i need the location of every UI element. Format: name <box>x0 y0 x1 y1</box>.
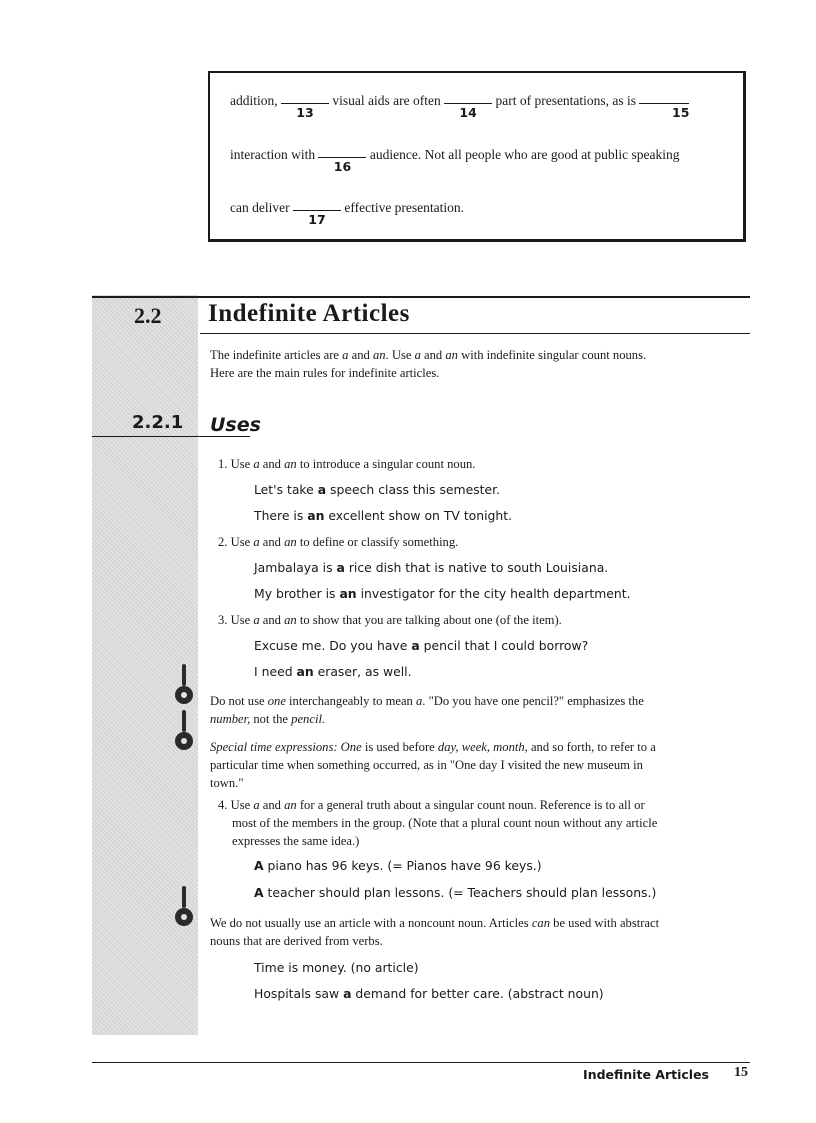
rule-text: Use <box>230 613 254 627</box>
example-article: an <box>339 586 357 601</box>
note-italic: can <box>531 916 550 930</box>
rule-a: a <box>253 798 260 812</box>
example-article: A <box>254 885 264 900</box>
subsection-number: 2.2.1 <box>132 412 184 433</box>
exercise-text: part of presentations, as is <box>495 93 637 108</box>
list-number: 3. <box>218 613 228 627</box>
note-text: be used with abstract <box>550 916 660 930</box>
rule-text: Use <box>230 798 254 812</box>
exercise-text: can deliver <box>230 200 290 215</box>
rule-text: and <box>259 798 285 812</box>
blank-number: 16 <box>333 159 352 174</box>
example-text: My brother is <box>254 586 340 601</box>
rule-text: for a general truth about a singular count noun. Reference is to all or <box>296 798 645 812</box>
footer-rule <box>92 1062 750 1063</box>
note-text: not the <box>250 712 292 726</box>
note-italic: day, week, month, <box>437 740 528 754</box>
example-text: Jambalaya is <box>254 560 337 575</box>
example-text: piano has 96 keys. (= Pianos have 96 keys.) <box>263 858 542 873</box>
list-number: 2. <box>218 535 228 549</box>
exercise-line-2 <box>230 147 680 174</box>
exercise-text: interaction with <box>230 147 316 162</box>
rule-text: Use <box>230 535 254 549</box>
margin-note-icon <box>175 886 193 926</box>
example-article: an <box>296 664 314 679</box>
blank-13 <box>281 93 329 120</box>
exercise-line-3 <box>230 200 465 227</box>
example-text: I need <box>254 664 297 679</box>
intro-text: and <box>420 348 446 362</box>
example-text: Excuse me. Do you have <box>254 638 412 653</box>
note-italic: a <box>416 694 423 708</box>
rule-3 <box>218 611 562 629</box>
intro-text: The indefinite articles are <box>210 348 343 362</box>
rule-a: a <box>253 457 260 471</box>
exercise-text: audience. Not all people who are good at public speaking <box>369 147 680 162</box>
example-sentence <box>254 508 512 523</box>
blank-number: 17 <box>308 212 326 227</box>
example-text: rice dish that is native to south Louisiana. <box>344 560 609 575</box>
example-sentence <box>254 885 656 900</box>
example-text: eraser, as well. <box>313 664 412 679</box>
exercise-text: effective presentation. <box>344 200 465 215</box>
rule-an: an <box>284 798 297 812</box>
note-text: nouns that are derived from verbs. <box>210 934 383 948</box>
section-top-rule <box>92 296 750 298</box>
intro-a: a <box>342 348 349 362</box>
rule-text: expresses the same idea.) <box>232 834 360 848</box>
example-sentence <box>254 664 412 679</box>
example-text: speech class this semester. <box>326 482 501 497</box>
rule-an: an <box>284 457 297 471</box>
note-italic: one <box>267 694 286 708</box>
blank-17 <box>293 200 341 227</box>
example-sentence <box>254 960 419 975</box>
intro-an: an <box>372 348 386 362</box>
exercise-text: addition, <box>230 93 278 108</box>
example-sentence <box>254 638 588 653</box>
example-text: Let's take <box>254 482 318 497</box>
example-text: pencil that I could borrow? <box>419 638 589 653</box>
rule-a: a <box>253 613 260 627</box>
example-article: A <box>254 858 264 873</box>
blank-14 <box>444 93 492 120</box>
example-sentence <box>254 986 604 1001</box>
note-text: We do not usually use an article with a noncount noun. Articles <box>210 916 532 930</box>
note-text: interchangeably to mean <box>285 694 416 708</box>
example-text: Hospitals saw <box>254 986 344 1001</box>
note-time-expressions <box>210 738 750 792</box>
blank-number: 13 <box>296 105 314 120</box>
rule-an: an <box>284 535 297 549</box>
intro-line-2: Here are the main rules for indefinite articles. <box>210 366 440 380</box>
example-article: a <box>317 482 327 497</box>
note-text: Do not use <box>210 694 268 708</box>
rule-a: a <box>253 535 260 549</box>
note-label: Special time expressions: One <box>210 740 362 754</box>
rule-text: Use <box>230 457 254 471</box>
intro-text: and <box>348 348 373 362</box>
exercise-box <box>208 71 746 242</box>
example-text: demand for better care. (abstract noun) <box>351 986 604 1001</box>
intro-text: . Use <box>385 348 415 362</box>
example-text: There is <box>254 508 308 523</box>
example-text: excellent show on TV tonight. <box>324 508 513 523</box>
example-sentence <box>254 586 631 601</box>
note-text: particular time when something occurred, as in "One day I visited the new museum in <box>210 758 643 772</box>
rule-text: and <box>259 613 285 627</box>
subsection-title: Uses <box>210 414 261 436</box>
rule-text: to define or classify something. <box>296 535 459 549</box>
example-article: an <box>307 508 325 523</box>
section-number: 2.2 <box>134 303 162 328</box>
note-text: and so forth, to refer to a <box>527 740 656 754</box>
note-one-vs-a <box>210 692 750 728</box>
example-text: investigator for the city health department. <box>356 586 631 601</box>
blank-15 <box>639 93 690 120</box>
intro-a: a <box>414 348 421 362</box>
subsection-rule <box>92 436 250 437</box>
rule-1 <box>218 455 475 473</box>
margin-note-icon <box>175 710 193 750</box>
intro-an: an <box>445 348 458 362</box>
section-bottom-rule <box>200 333 750 334</box>
margin-note-icon <box>175 664 193 704</box>
blank-16 <box>318 147 366 174</box>
example-text: teacher should plan lessons. (= Teachers should plan lessons.) <box>263 885 657 900</box>
example-sentence <box>254 482 500 497</box>
example-text: Time is money. (no article) <box>254 960 419 975</box>
note-text: . "Do you have one pencil?" emphasizes the <box>422 694 644 708</box>
note-text: is used before <box>361 740 438 754</box>
rule-text: to introduce a singular count noun. <box>296 457 476 471</box>
rule-an: an <box>284 613 297 627</box>
intro-text: with indefinite singular count nouns. <box>457 348 647 362</box>
example-sentence <box>254 560 608 575</box>
rule-4 <box>218 796 748 850</box>
section-title: Indefinite Articles <box>208 300 410 327</box>
exercise-text: visual aids are often <box>332 93 441 108</box>
example-article: a <box>411 638 420 653</box>
example-article: a <box>336 560 345 575</box>
list-number: 1. <box>218 457 228 471</box>
list-number: 4. <box>218 798 228 812</box>
rule-text: and <box>259 457 285 471</box>
rule-text: most of the members in the group. (Note that a plural count noun without any article <box>232 816 658 830</box>
blank-number: 14 <box>459 105 477 120</box>
rule-2 <box>218 533 458 551</box>
note-italic: pencil. <box>291 712 326 726</box>
intro-paragraph <box>210 346 750 382</box>
exercise-line-1 <box>230 93 690 120</box>
example-article: a <box>343 986 352 1001</box>
note-text: town." <box>210 776 244 790</box>
rule-text: and <box>259 535 285 549</box>
page-number: 15 <box>734 1065 748 1080</box>
footer-label: Indefinite Articles <box>583 1067 709 1082</box>
note-noncount <box>210 914 750 950</box>
rule-text: to show that you are talking about one (of the item). <box>296 613 562 627</box>
example-sentence <box>254 858 542 873</box>
blank-number: 15 <box>672 105 690 120</box>
note-italic: number, <box>210 712 251 726</box>
